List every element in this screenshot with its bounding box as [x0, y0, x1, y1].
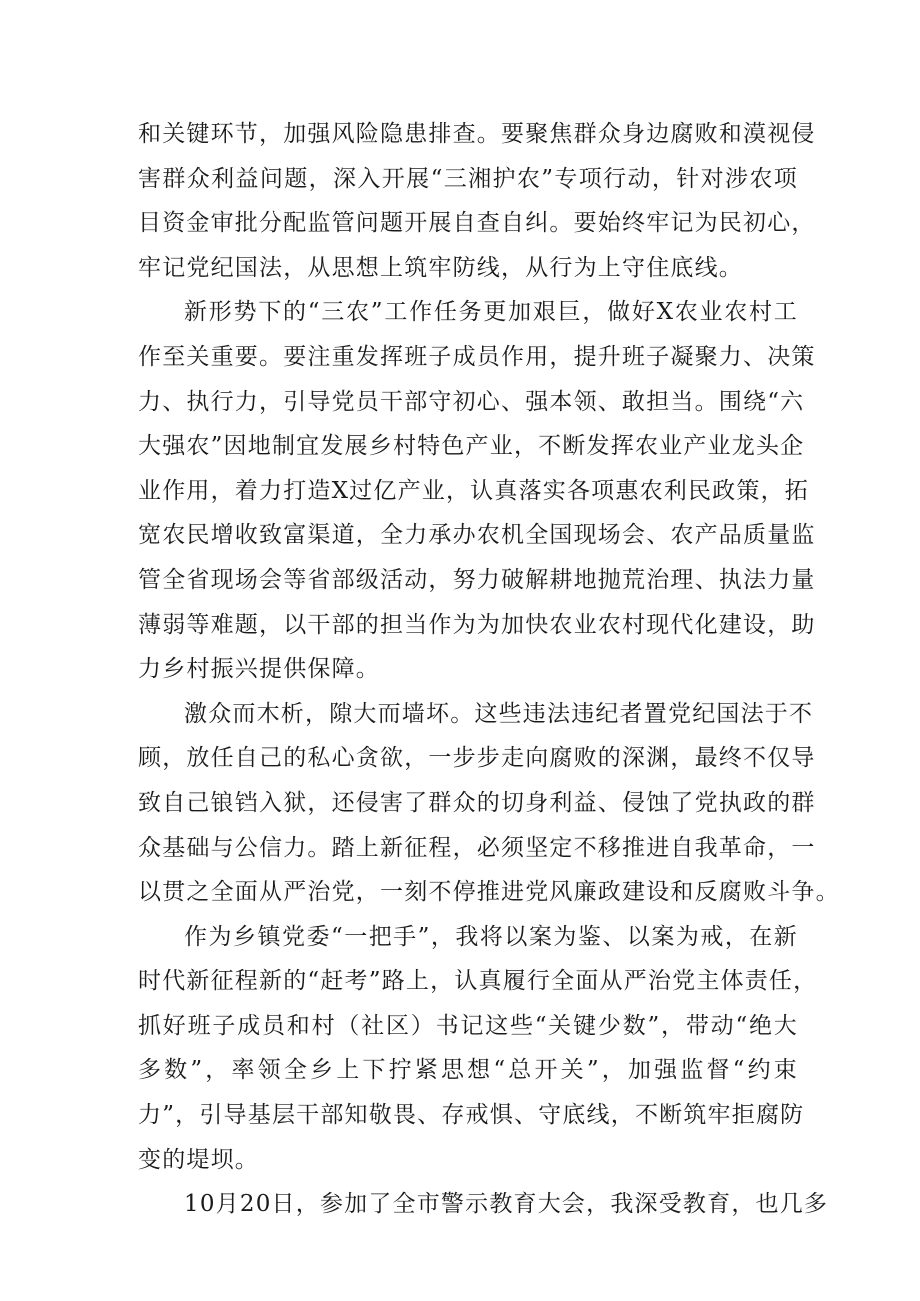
text-line: 管全省现场会等省部级活动，努力破解耕地抛荒治理、执法力量: [138, 566, 816, 593]
text-line: 新形势下的“三农”工作任务更加艰巨，做好X农业农村工: [184, 299, 798, 326]
document-body: [138, 112, 840, 1227]
text-line: 薄弱等难题，以干部的担当作为为加快农业农村现代化建设，助: [138, 611, 816, 638]
paragraph-2: [138, 290, 816, 691]
text-line: 激众而木析，隙大而墙坏。这些违法违纪者置党纪国法于不: [184, 700, 814, 727]
text-line: 时代新征程新的“赶考”路上，认真履行全面从严治党主体责任，: [138, 968, 818, 995]
text-line: 力乡村振兴提供保障。: [138, 656, 380, 683]
text-line: 众基础与公信力。踏上新征程，必须坚定不移推进自我革命，一: [138, 834, 816, 861]
text-line: 害群众利益问题，深入开展“三湘护农”专项行动，针对涉农项: [138, 165, 798, 192]
text-line: 变的堤坝。: [138, 1146, 259, 1173]
text-line: 力、执行力，引导党员干部守初心、强本领、敢担当。围绕“六: [138, 388, 805, 415]
text-line: 力”，引导基层干部知敬畏、存戒惧、守底线，不断筑牢拒腐防: [138, 1102, 805, 1129]
text-line: 作为乡镇党委“一把手”，我将以案为鉴、以案为戒，在新: [184, 923, 798, 950]
text-line: 和关键环节，加强风险隐患排查。要聚焦群众身边腐败和漠视侵: [138, 121, 816, 147]
paragraph-5: [138, 1182, 829, 1227]
text-line: 目资金审批分配监管问题开展自查自纠。要始终牢记为民初心，: [138, 210, 816, 237]
text-line: 大强农”因地制宜发展乡村特色产业，不断发挥农业产业龙头企: [138, 433, 805, 460]
text-line: 宽农民增收致富渠道，全力承办农机全国现场会、农产品质量监: [138, 522, 816, 549]
text-line: 致自己锒铛入狱，还侵害了群众的切身利益、侵蚀了党执政的群: [138, 789, 816, 816]
text-line: 作至关重要。要注重发挥班子成员作用，提升班子凝聚力、决策: [138, 343, 816, 370]
paragraph-4: [138, 915, 818, 1183]
text-line: 抓好班子成员和村（社区）书记这些“关键少数”，带动“绝大: [138, 1012, 798, 1039]
text-line: 顾，放任自己的私心贪欲，一步步走向腐败的深渊，最终不仅导: [138, 745, 816, 772]
text-line: 多数”，率领全乡上下拧紧思想“总开关”，加强监督“约束: [138, 1057, 798, 1084]
text-line: 以贯之全面从严治党，一刻不停推进党风廉政建设和反腐败斗争。: [138, 879, 840, 906]
paragraph-1: [138, 112, 816, 290]
text-line: 牢记党纪国法，从思想上筑牢防线，从行为上守住底线。: [138, 254, 743, 281]
text-line: 10月20日，参加了全市警示教育大会，我深受教育，也几多: [184, 1191, 829, 1218]
paragraph-3: [138, 692, 840, 915]
text-line: 业作用，着力打造X过亿产业，认真落实各项惠农利民政策，拓: [138, 477, 809, 504]
